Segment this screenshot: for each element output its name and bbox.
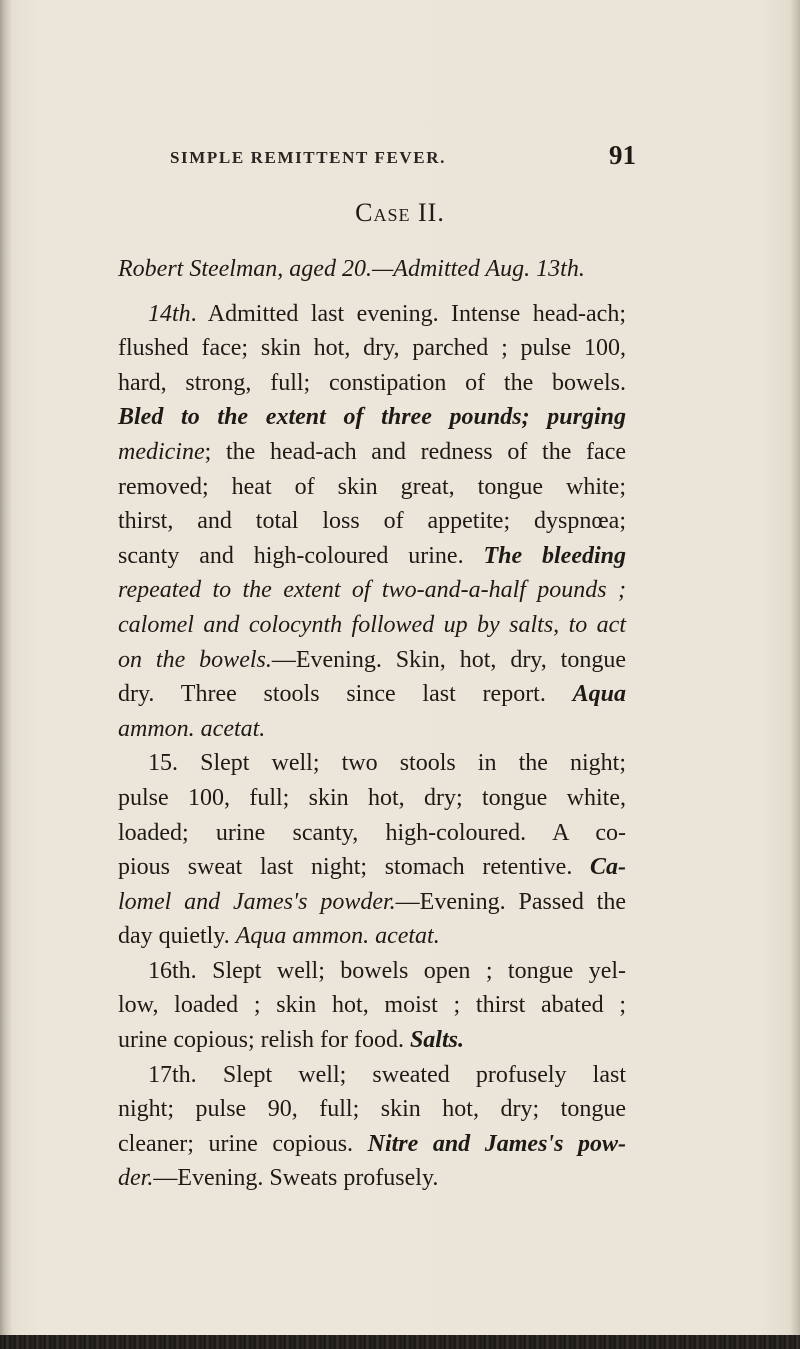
emphasis-text: medicine	[118, 438, 205, 465]
text-line	[118, 608, 626, 643]
page-number: 91	[609, 140, 636, 170]
line-text: thirst, and total loss of appetite; dyspnœa;	[118, 508, 626, 535]
line-text: low, loaded ; skin hot, moist ; thirst abated ;	[118, 992, 626, 1019]
emphasis-text: Bled to the extent of three pounds; purging	[118, 404, 626, 431]
emphasis-text: Salts.	[409, 1027, 464, 1054]
page-bottom-edge	[0, 1335, 800, 1349]
line-text: ; the head-ach and redness of the face	[204, 438, 626, 465]
emphasis-text: on the bowels.	[118, 646, 272, 673]
text-line	[118, 954, 626, 989]
line-text: —Evening. Skin, hot, dry, tongue	[271, 646, 626, 673]
emphasis-text: der.	[118, 1165, 154, 1192]
text-line	[118, 816, 626, 851]
text-line	[118, 297, 626, 332]
line-text: —Evening. Sweats profusely.	[153, 1165, 439, 1192]
line-text: night; pulse 90, full; skin hot, dry; tongue	[118, 1096, 626, 1123]
line-text: dry. Three stools since last report.	[118, 681, 573, 708]
emphasis-text: 14th	[148, 300, 191, 327]
emphasis-text: repeated to the extent of two-and-a-half pounds ;	[118, 577, 626, 604]
line-text: . Admitted last evening. Intense head-ach;	[190, 300, 626, 327]
line-text: —Evening. Passed the	[395, 888, 627, 915]
case-title: Case II.	[355, 198, 445, 227]
line-text: 15. Slept well; two stools in the night;	[148, 750, 626, 777]
text-line	[118, 850, 626, 885]
text-line	[118, 1127, 626, 1162]
line-text: loaded; urine scanty, high-coloured. A co-	[118, 819, 626, 846]
case-body	[118, 297, 626, 1196]
line-text: cleaner; urine copious.	[118, 1130, 368, 1157]
line-text: pulse 100, full; skin hot, dry; tongue white,	[118, 784, 626, 811]
line-text: flushed face; skin hot, dry, parched ; pulse 100,	[118, 335, 626, 362]
case-heading	[0, 198, 800, 228]
text-line	[118, 366, 626, 401]
line-text: hard, strong, full; constipation of the bowels.	[118, 369, 626, 396]
emphasis-text: The bleeding	[483, 542, 626, 569]
text-line	[118, 712, 626, 747]
text-line	[118, 1058, 626, 1093]
emphasis-text: ammon. acetat.	[118, 715, 266, 742]
text-line	[118, 781, 626, 816]
emphasis-text: Ca-	[590, 854, 626, 881]
running-header	[160, 140, 640, 174]
line-text: scanty and high-coloured urine.	[118, 542, 484, 569]
text-line	[118, 400, 626, 435]
text-line	[118, 331, 626, 366]
text-line	[118, 470, 626, 505]
running-title: SIMPLE REMITTENT FEVER.	[170, 148, 446, 167]
text-line	[118, 504, 626, 539]
line-text: 16th. Slept well; bowels open ; tongue yel-	[148, 957, 626, 984]
text-line	[118, 435, 626, 470]
line-text: day quietly.	[118, 923, 236, 950]
text-line	[118, 885, 626, 920]
text-line	[118, 746, 626, 781]
text-line	[118, 677, 626, 712]
text-line	[118, 573, 626, 608]
text-line	[118, 1161, 626, 1196]
line-text: removed; heat of skin great, tongue white;	[118, 473, 626, 500]
emphasis-text: Aqua	[572, 681, 626, 708]
text-line	[118, 539, 626, 574]
line-text: 17th. Slept well; sweated profusely last	[148, 1061, 626, 1088]
emphasis-text: Aqua ammon. acetat.	[235, 923, 440, 950]
text-line	[118, 1023, 626, 1058]
line-text: urine copious; relish for food.	[118, 1027, 410, 1054]
emphasis-text: Nitre and James's pow-	[367, 1130, 626, 1157]
text-line	[118, 643, 626, 678]
subject-line: Robert Steelman, aged 20.—Admitted Aug. 13th.	[118, 256, 585, 282]
emphasis-text: calomel and colocynth followed up by salts, to act	[118, 611, 626, 638]
text-line	[118, 988, 626, 1023]
text-line	[118, 919, 626, 954]
text-line	[118, 1092, 626, 1127]
case-text	[118, 252, 626, 1196]
line-text: pious sweat last night; stomach retentive.	[118, 854, 590, 881]
emphasis-text: lomel and James's powder.	[118, 888, 396, 915]
